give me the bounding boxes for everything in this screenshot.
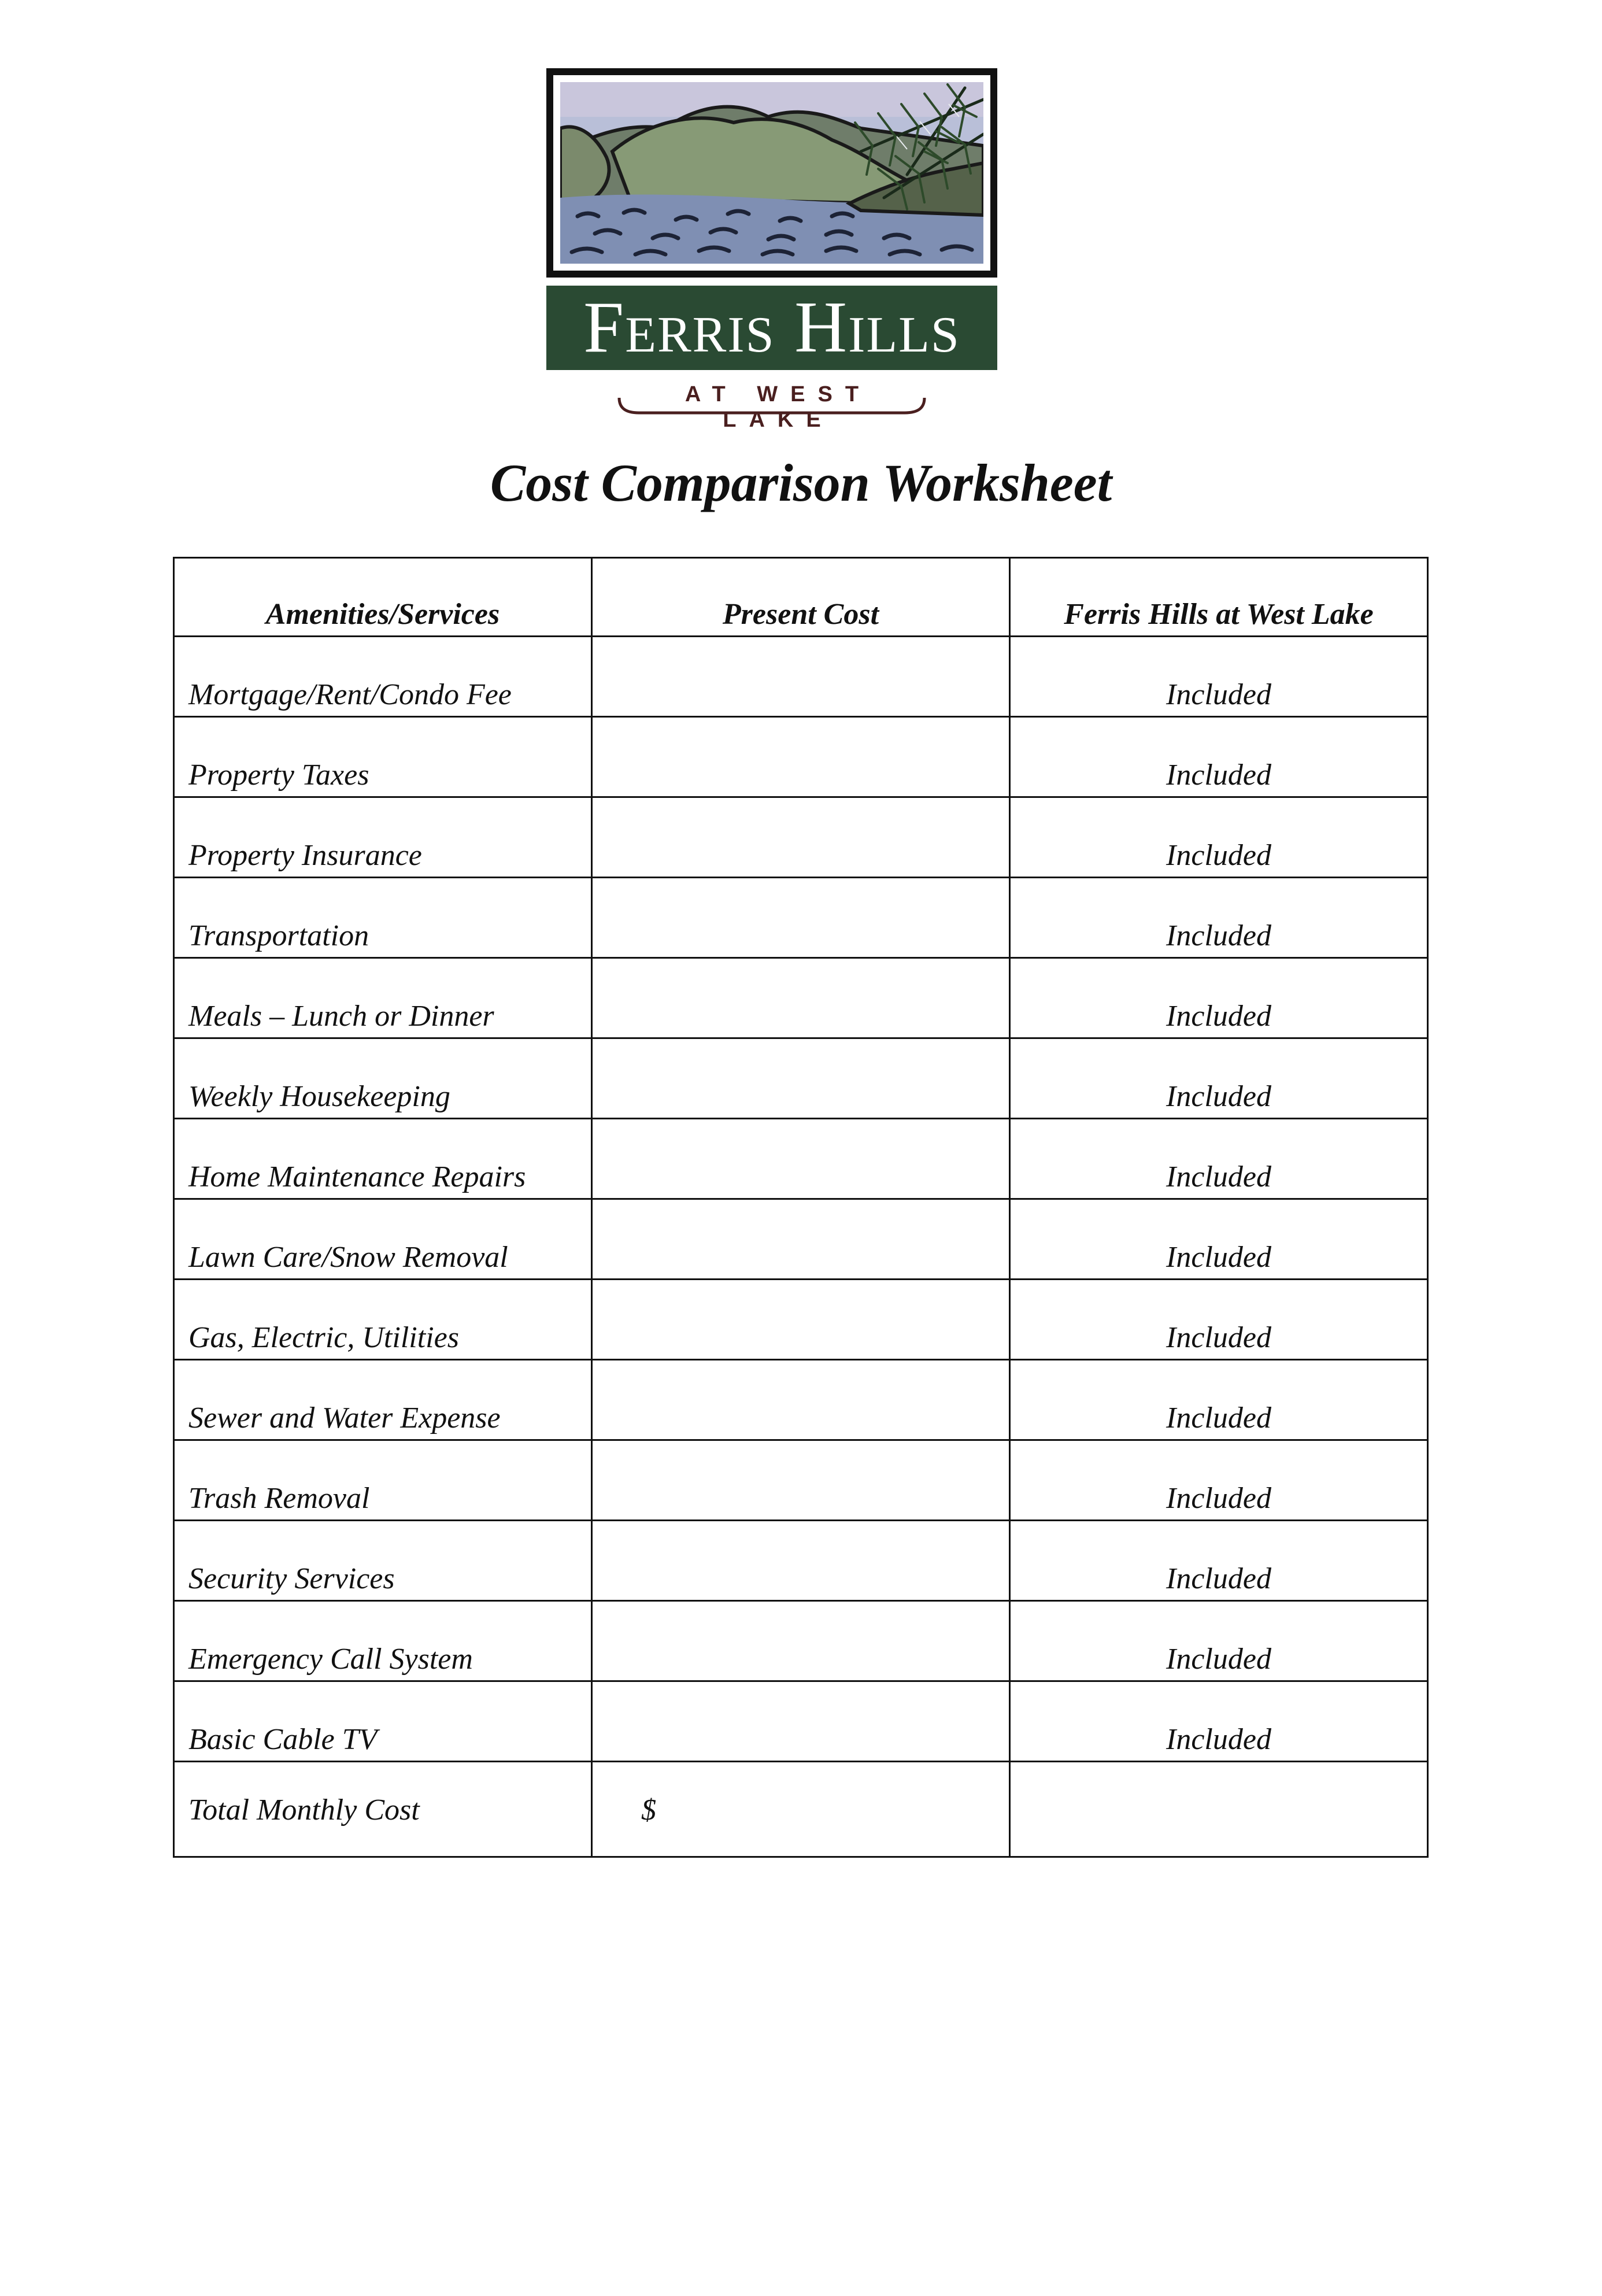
page-title: Cost Comparison Worksheet — [490, 453, 1112, 512]
table-row — [174, 637, 1428, 717]
ferris-cost-cell: Included — [1010, 1601, 1428, 1681]
ferris-cost-cell: Included — [1010, 1440, 1428, 1521]
present-cost-cell[interactable] — [592, 1360, 1010, 1440]
table-row — [174, 1199, 1428, 1280]
table-row — [174, 1440, 1428, 1521]
service-cell: Mortgage/Rent/Condo Fee — [174, 637, 592, 717]
ferris-cost-cell: Included — [1010, 1038, 1428, 1119]
cost-comparison-table — [173, 557, 1429, 1858]
table-row — [174, 1521, 1428, 1601]
ferris-cost-cell: Included — [1010, 1199, 1428, 1280]
service-cell: Weekly Housekeeping — [174, 1038, 592, 1119]
service-cell: Property Taxes — [174, 717, 592, 797]
table-row — [174, 1360, 1428, 1440]
service-cell: Gas, Electric, Utilities — [174, 1280, 592, 1360]
service-cell: Basic Cable TV — [174, 1681, 592, 1762]
service-cell: Lawn Care/Snow Removal — [174, 1199, 592, 1280]
present-cost-cell[interactable] — [592, 1601, 1010, 1681]
table-row — [174, 1119, 1428, 1199]
table-row — [174, 878, 1428, 958]
present-cost-cell[interactable] — [592, 1521, 1010, 1601]
present-cost-cell[interactable] — [592, 958, 1010, 1038]
ferris-cost-cell: Included — [1010, 1360, 1428, 1440]
ferris-cost-cell: Included — [1010, 1280, 1428, 1360]
present-cost-cell[interactable] — [592, 1119, 1010, 1199]
service-cell: Sewer and Water Expense — [174, 1360, 592, 1440]
table-row — [174, 958, 1428, 1038]
lake-landscape-icon — [560, 82, 983, 264]
ferris-cost-cell: Included — [1010, 958, 1428, 1038]
table-header-row — [174, 558, 1428, 637]
present-cost-cell[interactable] — [592, 717, 1010, 797]
ferris-cost-cell: Included — [1010, 1521, 1428, 1601]
present-cost-cell[interactable] — [592, 637, 1010, 717]
table-row — [174, 1038, 1428, 1119]
ferris-cost-cell: Included — [1010, 878, 1428, 958]
present-cost-cell[interactable] — [592, 1038, 1010, 1119]
present-cost-cell[interactable] — [592, 1280, 1010, 1360]
header-ferris-hills: Ferris Hills at West Lake — [1010, 558, 1428, 637]
total-present-cost[interactable]: $ — [592, 1762, 1010, 1857]
present-cost-cell[interactable] — [592, 797, 1010, 878]
total-row — [174, 1762, 1428, 1857]
ferris-cost-cell: Included — [1010, 797, 1428, 878]
present-cost-cell[interactable] — [592, 878, 1010, 958]
ferris-cost-cell: Included — [1010, 1681, 1428, 1762]
ferris-hills-logo — [546, 68, 997, 432]
ferris-cost-cell: Included — [1010, 1119, 1428, 1199]
present-cost-cell[interactable] — [592, 1681, 1010, 1762]
table-row — [174, 717, 1428, 797]
service-cell: Trash Removal — [174, 1440, 592, 1521]
table-row — [174, 1601, 1428, 1681]
service-cell: Security Services — [174, 1521, 592, 1601]
logo-frame — [546, 68, 997, 278]
table-row — [174, 1681, 1428, 1762]
ferris-cost-cell: Included — [1010, 717, 1428, 797]
header-present-cost: Present Cost — [592, 558, 1010, 637]
present-cost-cell[interactable] — [592, 1440, 1010, 1521]
logo-subtitle: AT WEST LAKE — [616, 382, 928, 416]
service-cell: Property Insurance — [174, 797, 592, 878]
table-row — [174, 797, 1428, 878]
ferris-cost-cell: Included — [1010, 637, 1428, 717]
present-cost-cell[interactable] — [592, 1199, 1010, 1280]
service-cell: Meals – Lunch or Dinner — [174, 958, 592, 1038]
header-amenities-services: Amenities/Services — [174, 558, 592, 637]
table-row — [174, 1280, 1428, 1360]
total-label: Total Monthly Cost — [174, 1762, 592, 1857]
logo-wordmark: Ferris Hills — [546, 286, 997, 370]
service-cell: Emergency Call System — [174, 1601, 592, 1681]
total-ferris-cost — [1010, 1762, 1428, 1857]
service-cell: Home Maintenance Repairs — [174, 1119, 592, 1199]
service-cell: Transportation — [174, 878, 592, 958]
